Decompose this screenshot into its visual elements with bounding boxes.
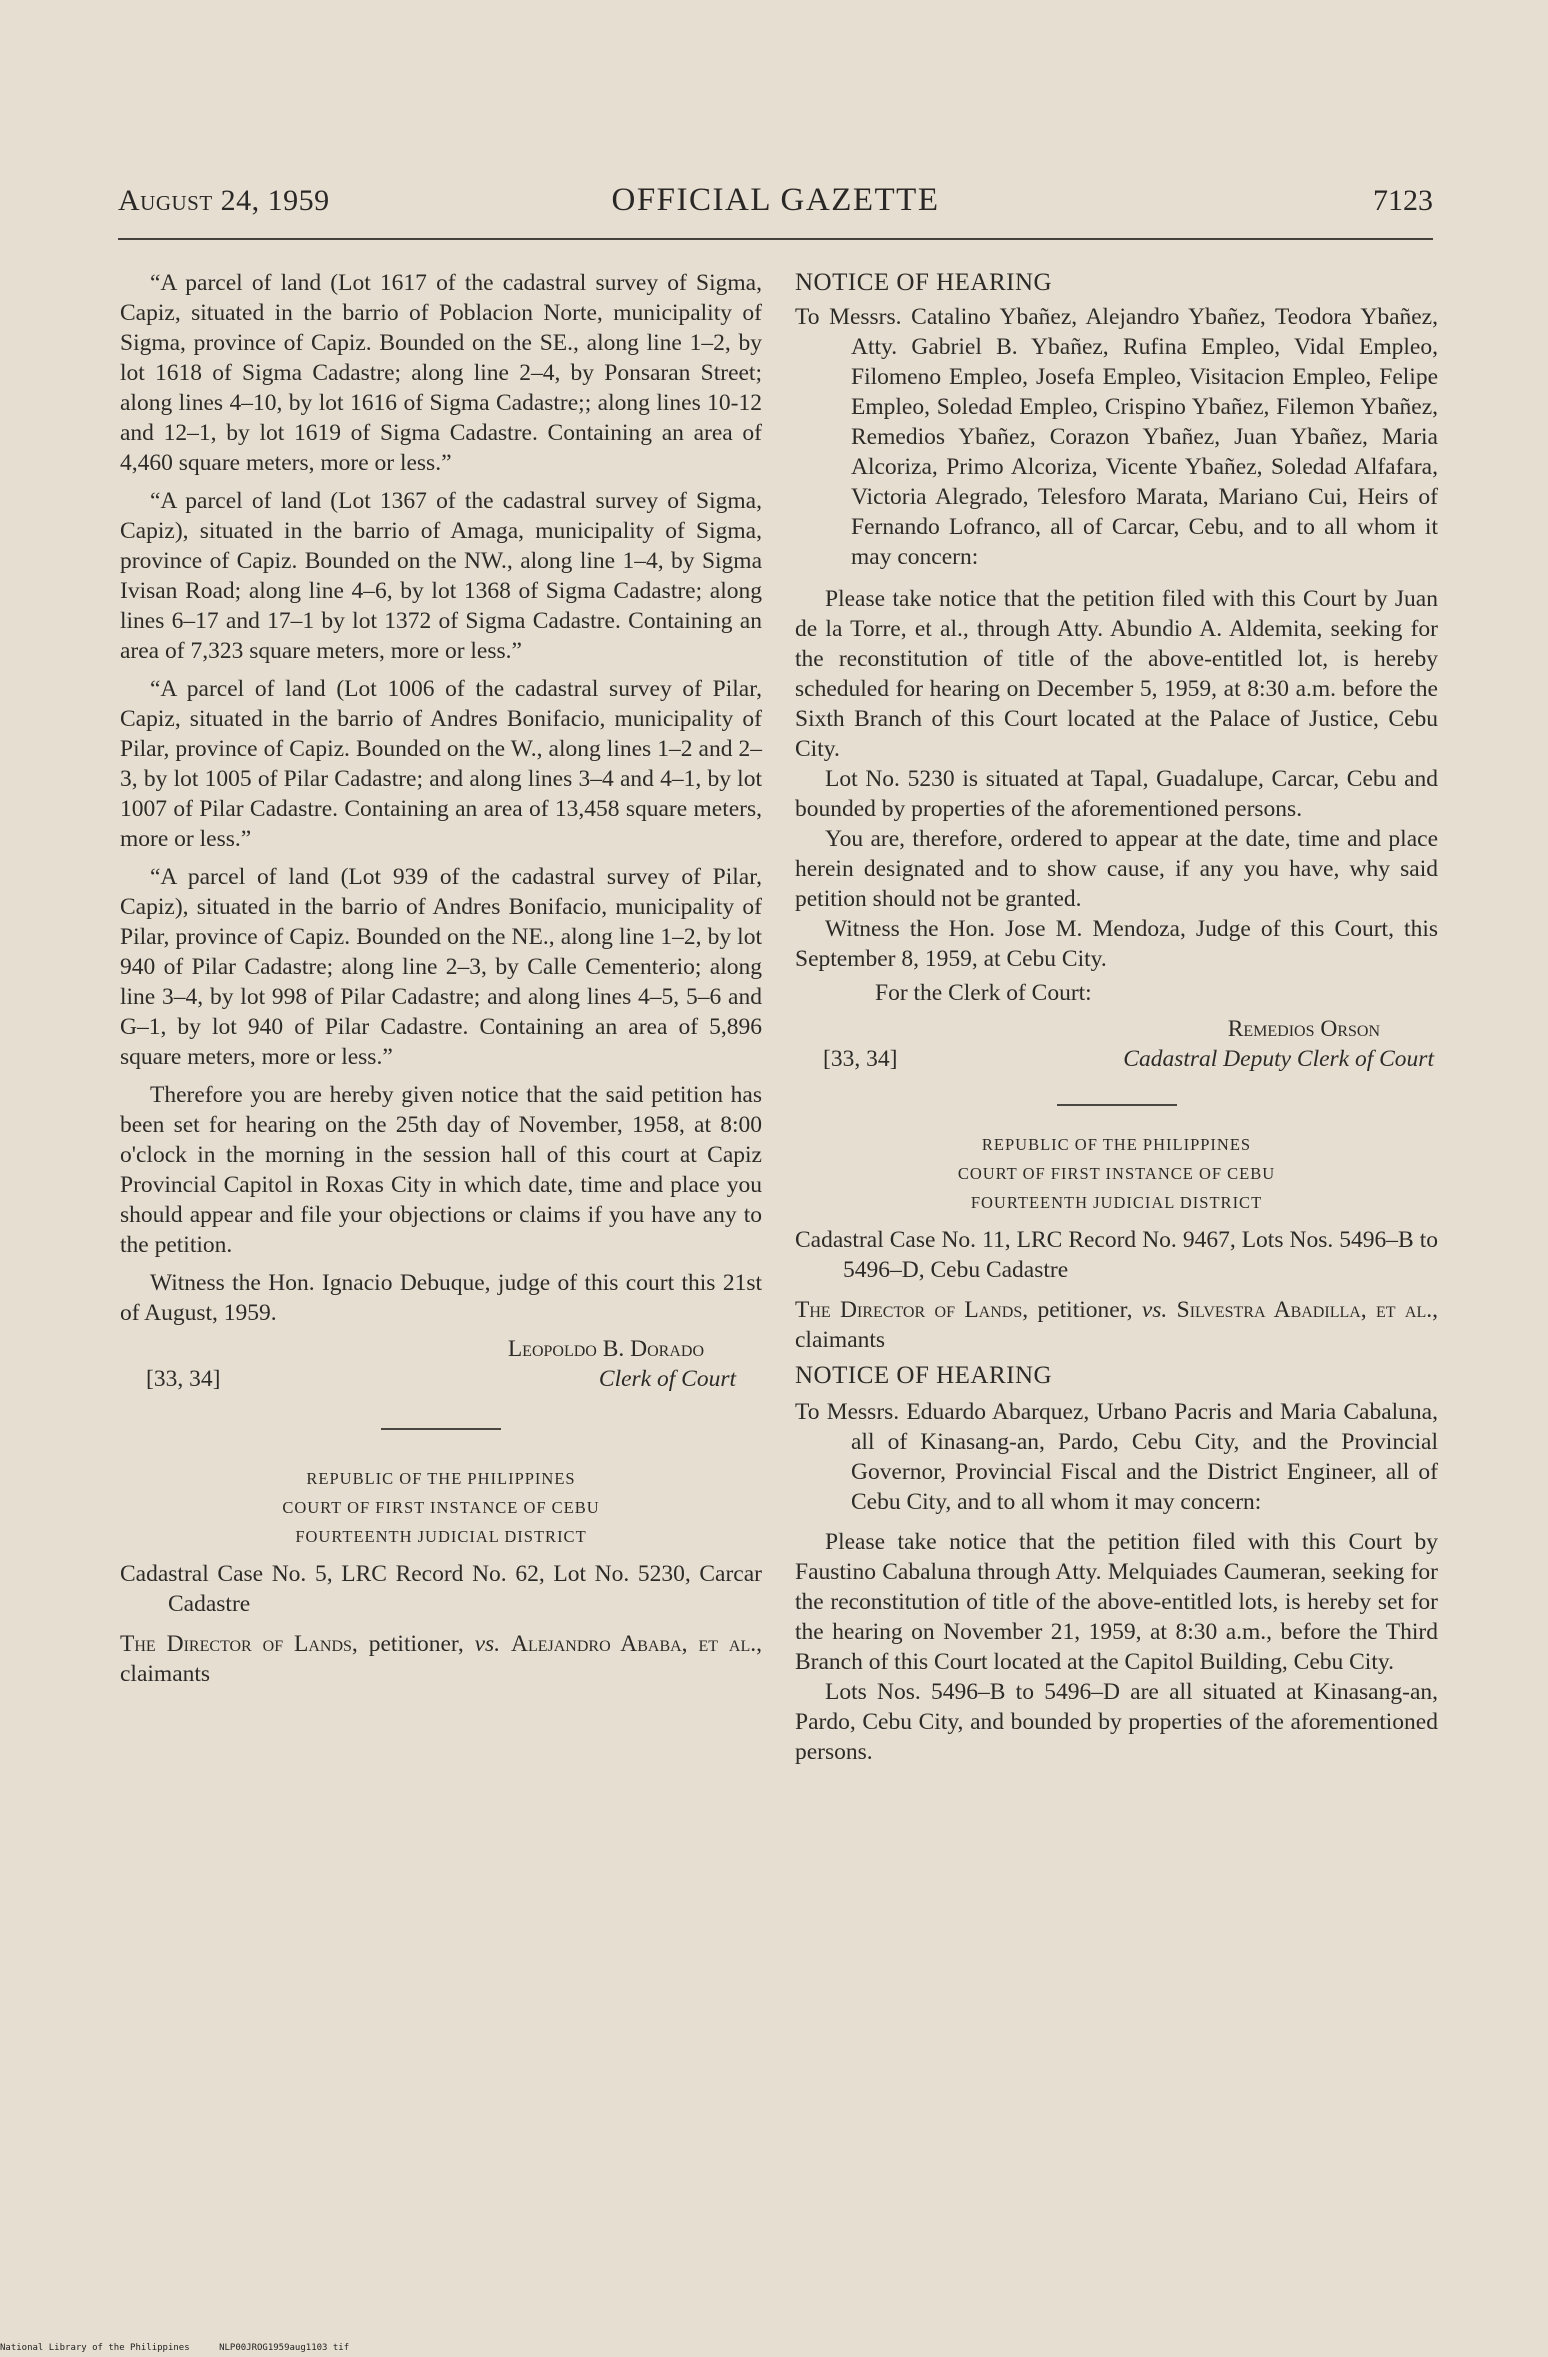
right-column (795, 268, 1438, 1767)
case-title: Cadastral Case No. 11, LRC Record No. 9467, Lots Nos. 5496–B to 5496–D, Cebu Cadastre (795, 1227, 1438, 1283)
claimant-name: Silvestra Abadilla, et al. (1176, 1297, 1433, 1323)
caption-court: COURT OF FIRST INSTANCE OF CEBU (957, 1164, 1276, 1183)
claimant-name: Alejandro Ababa, et al. (511, 1631, 757, 1657)
claimant-label: , claimants (795, 1297, 1438, 1353)
court-caption (795, 1130, 1438, 1217)
claimant-label: , claimants (120, 1631, 763, 1687)
caption-republic: REPUBLIC OF THE PHILIPPINES (306, 1469, 576, 1488)
petitioner-name: The Director of Lands (795, 1297, 1023, 1323)
header-rule (118, 238, 1433, 240)
notice-paragraph: Please take notice that the petition filed with this Court by Juan de la Torre, et al., through Atty. Abundio A. Aldemita, seeking for the reconstitution of title of the above-entitled lot, is hereby scheduled for hearing on December 5, 1959, at 8:30 a.m. before the Sixth Branch of this Court located at the Palace of Justice, Cebu City. (795, 586, 1438, 762)
notice-heading: NOTICE OF HEARING (795, 269, 1053, 296)
notice-heading: NOTICE OF HEARING (795, 1362, 1053, 1389)
issue-reference: [33, 34] (823, 1046, 898, 1072)
parcel-lot-939: “A parcel of land (Lot 939 of the cadastral survey of Pilar, Capiz), situated in the barrio of Andres Bonifacio, municipality of Pilar, province of Capiz. Bounded on the NE., along line 1–2, by lot 940 of Pilar Cadastre; along line 2–3, by Calle Cementerio; along line 3–4, by lot 998 of Pilar Cadastre; and along lines 4–5, 5–6 and G–1, by lot 940 of Pilar Cadastre. Containing an area of 5,896 square meters, more or less.” (120, 864, 762, 1070)
left-column (120, 268, 762, 1689)
signature-block (795, 1014, 1438, 1074)
lot-location-paragraph: Lot No. 5230 is situated at Tapal, Guadalupe, Carcar, Cebu and bounded by properties of the aforementioned persons. (795, 766, 1438, 822)
caption-republic: REPUBLIC OF THE PHILIPPINES (981, 1135, 1252, 1154)
parcel-lot-1617: “A parcel of land (Lot 1617 of the cadastral survey of Sigma, Capiz, situated in the barrio of Poblacion Norte, municipality of Sigma, province of Capiz. Bounded on the SE., along line 1–2, by lot 1618 of Sigma Cadastre; along line 2–4, by Ponsaran Street; along lines 4–10, by lot 1616 of Sigma Cadastre;; along lines 10-12 and 12–1, by lot 1619 of Sigma Cadastre. Containing an area of 4,460 square meters, more or less.” (120, 270, 762, 476)
for-clerk: For the Clerk of Court: (875, 980, 1092, 1006)
versus: vs. (1141, 1297, 1168, 1323)
court-caption (120, 1464, 762, 1551)
scan-footer (0, 2343, 373, 2353)
page-header (118, 184, 1433, 230)
case-title: Cadastral Case No. 5, LRC Record No. 62, Lot No. 5230, Carcar Cadastre (120, 1561, 762, 1617)
notice-paragraph: Please take notice that the petition filed with this Court by Faustino Cabaluna through Atty. Melquiades Caumeran, seeking for the reconstitution of title of the above-entitled lots, is hereby set for the hearing on November 21, 1959, at 8:30 a.m., before the Third Branch of this Court located at the Capitol Building, Cebu City. (795, 1529, 1438, 1675)
parcel-lot-1006: “A parcel of land (Lot 1006 of the cadastral survey of Pilar, Capiz, situated in the barrio of Andres Bonifacio, municipality of Pilar, province of Capiz. Bounded on the W., along lines 1–2 and 2–3, by lot 1005 of Pilar Cadastre; and along lines 3–4 and 4–1, by lot 1007 of Pilar Cadastre. Containing an area of 13,458 square meters, more or less.” (120, 676, 762, 852)
case-parties (795, 1295, 1438, 1355)
lot-location-paragraph: Lots Nos. 5496–B to 5496–D are all situated at Kinasang-an, Pardo, Cebu City, and bounded by properties of the aforementioned persons. (795, 1679, 1438, 1765)
header-title: OFFICIAL GAZETTE (611, 182, 940, 218)
witness-paragraph: Witness the Hon. Ignacio Debuque, judge of this court this 21st of August, 1959. (120, 1270, 762, 1326)
case-parties (120, 1629, 762, 1689)
footer-library: National Library of the Philippines (0, 2343, 190, 2353)
issue-reference: [33, 34] (146, 1366, 221, 1392)
section-divider (381, 1428, 501, 1430)
witness-paragraph: Witness the Hon. Jose M. Mendoza, Judge of this Court, this September 8, 1959, at Cebu City. (795, 916, 1438, 972)
caption-court: COURT OF FIRST INSTANCE OF CEBU (282, 1498, 600, 1517)
signer-name: Remedios Orson (1227, 1016, 1380, 1042)
petitioner-label: , petitioner, (351, 1631, 475, 1657)
header-page-number: 7123 (1373, 184, 1433, 217)
caption-district: FOURTEENTH JUDICIAL DISTRICT (970, 1193, 1263, 1212)
hearing-notice-paragraph: Therefore you are hereby given notice that the said petition has been set for hearing on the 25th day of November, 1958, at 8:00 o'clock in the morning in the session hall of this court at Capiz Provincial Capitol in Roxas City in which date, time and place you should appear and file your objections or claims if you have any to the petition. (120, 1082, 762, 1258)
section-divider (1057, 1104, 1177, 1106)
header-date: August 24, 1959 (118, 184, 330, 217)
petitioner-label: , petitioner, (1022, 1297, 1142, 1323)
addressees: To Messrs. Catalino Ybañez, Alejandro Ybañez, Teodora Ybañez, Atty. Gabriel B. Ybañez, Rufina Empleo, Vidal Empleo, Filomeno Empleo, Josefa Empleo, Visitacion Empleo, Felipe Empleo, Soledad Empleo, Crispino Ybañez, Filemon Ybañez, Remedios Ybañez, Corazon Ybañez, Juan Ybañez, Maria Alcoriza, Primo Alcoriza, Vicente Ybañez, Soledad Alfafara, Victoria Alegrado, Telesforo Marata, Mariano Cui, Heirs of Fernando Lofranco, all of Carcar, Cebu, and to all whom it may concern: (795, 304, 1438, 570)
versus: vs. (474, 1631, 501, 1657)
signer-title: Cadastral Deputy Clerk of Court (1123, 1046, 1434, 1072)
addressees: To Messrs. Eduardo Abarquez, Urbano Pacris and Maria Cabaluna, all of Kinasang-an, Pardo, Cebu City, and the Provincial Governor, Provincial Fiscal and the District Engineer, all of Cebu City, and to all whom it may concern: (795, 1399, 1438, 1515)
footer-file: NLP00JROG1959aug1103 tif (219, 2343, 350, 2353)
signature-block (120, 1334, 762, 1394)
parcel-lot-1367: “A parcel of land (Lot 1367 of the cadastral survey of Sigma, Capiz), situated in the barrio of Amaga, municipality of Sigma, province of Capiz. Bounded on the NW., along line 1–4, by Sigma Ivisan Road; along line 4–6, by lot 1368 of Sigma Cadastre; along lines 6–17 and 17–1 by lot 1372 of Sigma Cadastre. Containing an area of 7,323 square meters, more or less.” (120, 488, 762, 664)
petitioner-name: The Director of Lands (120, 1631, 352, 1657)
signer-name: Leopoldo B. Dorado (507, 1336, 704, 1362)
order-paragraph: You are, therefore, ordered to appear at the date, time and place herein designated and to show cause, if any you have, why said petition should not be granted. (795, 826, 1438, 912)
signer-title: Clerk of Court (598, 1366, 736, 1392)
caption-district: FOURTEENTH JUDICIAL DISTRICT (295, 1527, 587, 1546)
